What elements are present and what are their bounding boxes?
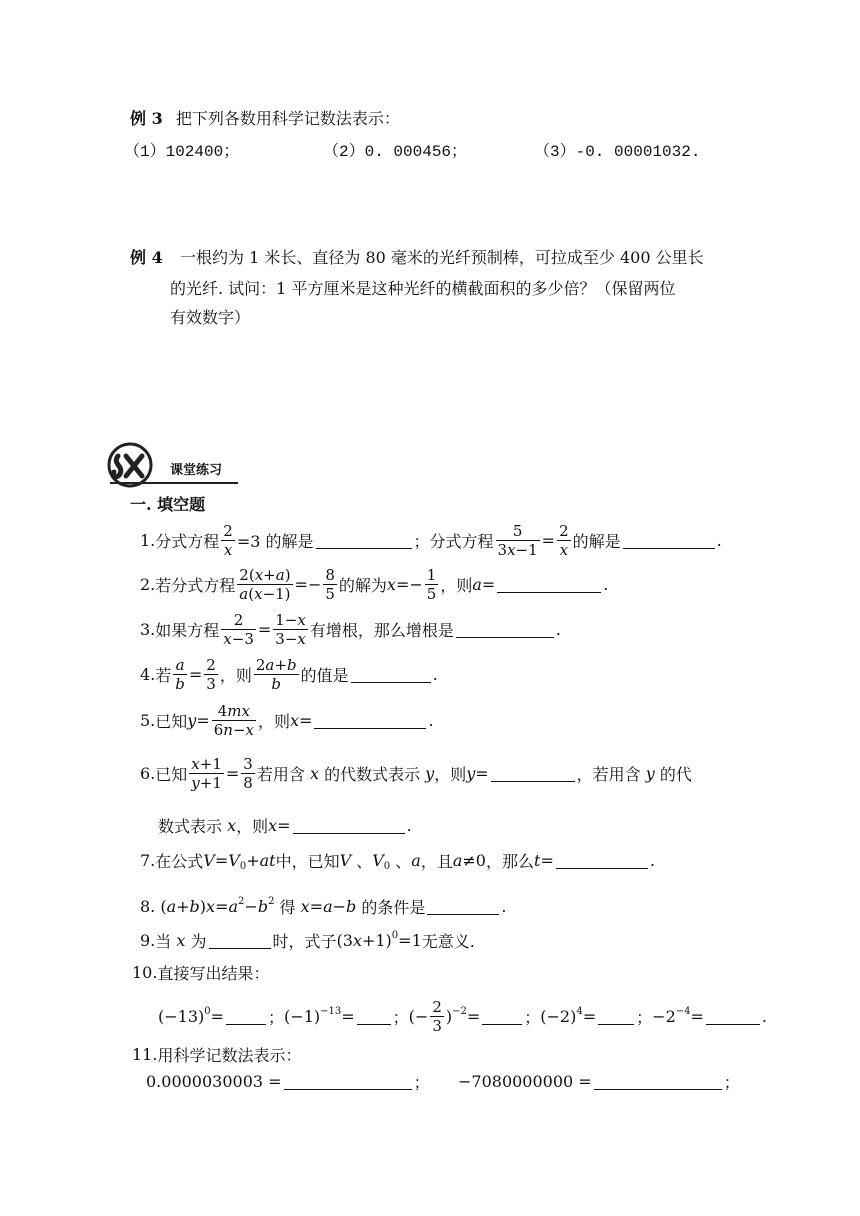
q6-text-h: ，则 [236,816,269,836]
example-3 [130,109,400,129]
question-8: 8. $(a+b)x=a^2-b^2$ 得 x=a−b 的条件是 . [140,895,507,917]
q7-text-e: ，且 [420,851,453,871]
q1-text-b: =3 的解是 [236,531,314,551]
q3-answer[interactable] [456,621,554,638]
q9-answer[interactable] [209,932,271,949]
q11-value-2: −7080000000 = [458,1071,592,1091]
question-6: 6. 已知 $\frac{x+1}{y+1}$ = $\frac{3}{8}$ 若用含 x 的代数式表示 y ，则 y= ，若用含 y 的代 [140,754,692,792]
q2-answer[interactable] [497,576,601,593]
question-6-cont: 数式表示 x ，则 x= . [158,815,412,836]
q8-answer[interactable] [427,898,499,915]
question-3: 3. 如果方程 $\frac{2}{x-3}$ = $\frac{1-x}{3-x}$ 有增根，那么增根是 . [140,610,561,648]
q6-number: 6. [140,763,156,783]
example-3-label: 例 3 [130,109,163,128]
q2-fraction-1: $\frac{2(x+a)}{a(x-1)}$ [239,565,291,603]
q2-fraction-2: $\frac{8}{5}$ [325,565,335,603]
question-11-items-2: −7080000000 = ； [458,1071,740,1092]
example-3-item-1: （1）102400； [124,143,240,161]
q7-answer[interactable] [556,852,648,869]
q10-answer-1[interactable] [226,1008,266,1025]
q6-text-d: ，则 [434,764,467,784]
q2-number: 2. [140,574,156,594]
q11-value-1: 0.0000030003 = [146,1071,282,1091]
q3-fraction-1: $\frac{2}{x-3}$ [223,610,254,648]
example-4-line-1: 一根约为 1 米长、直径为 80 毫米的光纤预制棒，可拉成至少 400 公里长 [180,248,704,267]
question-11-items: 0.0000030003 = ； [146,1071,430,1092]
q7-text-d: 、 [395,851,412,871]
q3-text-b: 有增根，那么增根是 [309,620,454,640]
q11-text-a: 用科学记数法表示： [157,1045,302,1065]
q6-fraction-2: $\frac{3}{8}$ [243,754,253,792]
q6-text-f: 的代 [659,764,692,784]
q9-text-a: 当 [155,931,172,951]
question-4: 4. 若 $\frac{a}{b}$ = $\frac{2}{3}$ ，则 $\frac{2a+b}{b}$ 的值是 . [140,655,438,693]
q7-text-a: 在公式 [155,851,204,871]
q5-number: 5. [140,710,156,730]
q10-answer-2[interactable] [357,1008,391,1025]
q1-fraction-2: $\frac{5}{3x-1}$ [497,521,538,559]
q6-text-b: 若用含 [256,764,305,784]
q5-answer[interactable] [314,712,426,729]
question-7: 7. 在公式 $V=V_0+at$ 中，已知 V 、 $V_0$ 、 a ，且 a≠0 ，那么 t= . [140,850,655,872]
q1-answer-2[interactable] [623,532,715,549]
q9-text-d: 无意义. [421,931,475,951]
q6-answer-1[interactable] [491,765,575,782]
part-title: 一. 填空题 [130,495,206,514]
q8-text-c: 的条件是 [361,897,426,917]
q6-fraction-1: $\frac{x+1}{y+1}$ [191,754,222,792]
q4-number: 4. [140,664,156,684]
q10-answer-5[interactable] [706,1008,760,1025]
q8-number: 8. [140,896,156,916]
q10-fraction: $\frac{2}{3}$ [432,997,442,1035]
q4-text-c: 的值是 [300,665,349,685]
section-title: 课堂练习 [170,463,223,478]
q3-text-a: 如果方程 [155,620,220,640]
q4-text-a: 若 [155,665,172,685]
q8-text-b: 得 [279,897,296,917]
q7-number: 7. [140,850,156,870]
q9-text-b: 为 [190,931,207,951]
q4-answer[interactable] [351,666,431,683]
q1-text-d: 的解是 [572,531,621,551]
q5-fraction: $\frac{4mx}{6n-x}$ [213,701,254,739]
q1-text-c: ；分式方程 [413,531,494,551]
q9-number: 9. [140,930,156,950]
q11-answer-2[interactable] [594,1073,722,1090]
q11-answer-1[interactable] [284,1073,412,1090]
example-3-item-2: （2）0. 000456； [323,143,468,161]
example-4-line-3: 有效数字） [170,308,251,327]
q2-fraction-3: $\frac{1}{5}$ [426,565,437,603]
q6-answer-2[interactable] [293,817,405,834]
q1-fraction-3: $\frac{2}{x}$ [559,521,569,559]
question-9: 9. 当 x 为 时，式子 $(3x+1)^0=1$ 无意义. [140,929,475,951]
example-3-text: 把下列各数用科学记数法表示： [175,109,400,128]
q7-text-b: 中，已知 [275,851,340,871]
q4-fraction-3: $\frac{2a+b}{b}$ [255,655,297,693]
example-4-line-2: 的光纤. 试问：1 平方厘米是这种光纤的横截面积的多少倍？（保留两位 [170,279,676,298]
question-10 [132,961,269,983]
q10-text-a: 直接写出结果： [157,963,270,983]
q6-text-e: ，若用含 [576,764,641,784]
q2-text-b: 的解为 [338,575,387,595]
q7-text-f: ，那么 [485,851,534,871]
q5-text-b: ，则 [258,711,291,731]
question-10-items: $(-13)^0=$ ； $(-1)^{-13}=$ ； (− $\frac{2}{3}$ )$^{-2}$= ； $(-2)^4=$ ； $-2^{-4}=$ . [158,997,767,1035]
example-4-label: 例 4 [130,248,163,267]
q1-fraction-1: $\frac{2}{x}$ [223,521,233,559]
section-underline [110,482,238,484]
q6-text-c: 的代数式表示 [324,764,421,784]
question-11 [132,1043,301,1065]
q7-text-c: 、 [356,851,373,871]
q2-text-a: 若分式方程 [155,575,236,595]
q1-text-a: 分式方程 [155,531,220,551]
question-2: 2. 若分式方程 $\frac{2(x+a)}{a(x-1)}$ =− $\frac{8}{5}$ 的解为 x=− $\frac{1}{5}$ ，则 a= . [140,565,609,603]
q4-fraction-2: $\frac{2}{3}$ [206,655,216,693]
q1-answer-1[interactable] [316,532,412,549]
q2-text-c: ，则 [440,575,473,595]
q11-number: 11. [132,1044,158,1064]
q6-text-a: 已知 [155,764,188,784]
q4-fraction-1: $\frac{a}{b}$ [175,655,185,693]
q4-text-b: ，则 [219,665,252,685]
q9-text-c: 时，式子 [272,931,337,951]
q10-answer-3[interactable] [482,1008,522,1025]
q3-number: 3. [140,619,156,639]
q6-text-g: 数式表示 [158,816,223,836]
question-1: 1. 分式方程 $\frac{2}{x}$ =3 的解是 ；分式方程 $\frac{5}{3x-1}$ = $\frac{2}{x}$ 的解是 . [140,521,722,559]
q3-fraction-2: $\frac{1-x}{3-x}$ [275,610,306,648]
question-5: 5. 已知 y= $\frac{4mx}{6n-x}$ ，则 x= . [140,701,434,739]
q5-text-a: 已知 [155,711,188,731]
q10-answer-4[interactable] [598,1008,634,1025]
example-3-item-3: （3）-0. 00001032. [534,143,701,161]
q10-number: 10. [132,962,158,982]
q1-number: 1. [140,530,156,550]
